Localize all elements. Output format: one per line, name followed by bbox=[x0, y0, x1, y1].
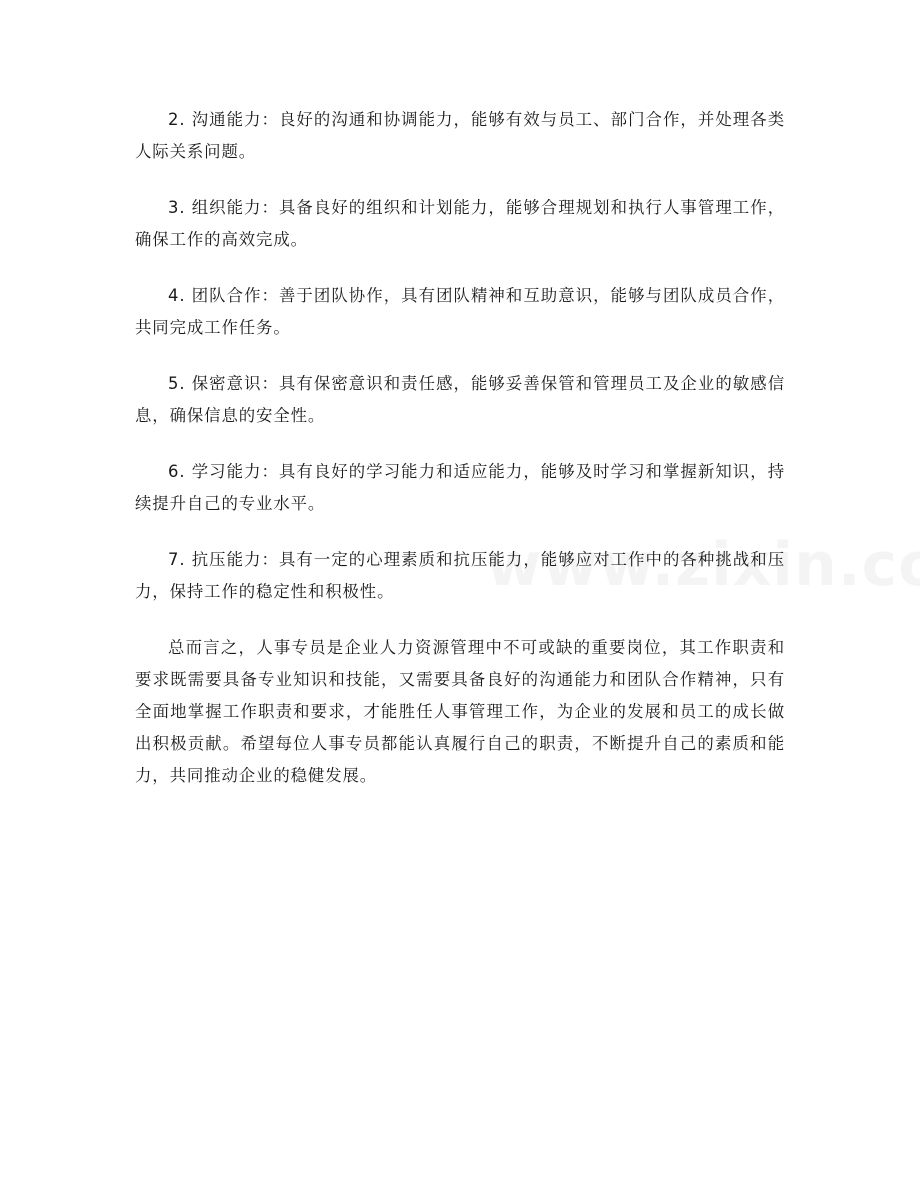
list-item-learning: 6. 学习能力：具有良好的学习能力和适应能力，能够及时学习和掌握新知识，持续提升自己的专业水平。 bbox=[135, 462, 785, 513]
document-body bbox=[135, 104, 785, 792]
list-item-stress-resistance: 7. 抗压能力：具有一定的心理素质和抗压能力，能够应对工作中的各种挑战和压力，保持工作的稳定性和积极性。 bbox=[135, 550, 785, 601]
list-item-communication: 2. 沟通能力：良好的沟通和协调能力，能够有效与员工、部门合作，并处理各类人际关系问题。 bbox=[135, 110, 785, 161]
list-item-teamwork: 4. 团队合作：善于团队协作，具有团队精神和互助意识，能够与团队成员合作，共同完成工作任务。 bbox=[135, 286, 785, 337]
list-item-organization: 3. 组织能力：具备良好的组织和计划能力，能够合理规划和执行人事管理工作，确保工作的高效完成。 bbox=[135, 198, 785, 249]
list-item-confidentiality: 5. 保密意识：具有保密意识和责任感，能够妥善保管和管理员工及企业的敏感信息，确保信息的安全性。 bbox=[135, 374, 785, 425]
summary-paragraph: 总而言之，人事专员是企业人力资源管理中不可或缺的重要岗位，其工作职责和要求既需要具备专业知识和技能，又需要具备良好的沟通能力和团队合作精神，只有全面地掌握工作职责和要求，才能胜任人事管理工作，为企业的发展和员工的成长做出积极贡献。希望每位人事专员都能认真履行自己的职责，不断提升自己的素质和能力，共同推动企业的稳健发展。 bbox=[135, 638, 785, 785]
